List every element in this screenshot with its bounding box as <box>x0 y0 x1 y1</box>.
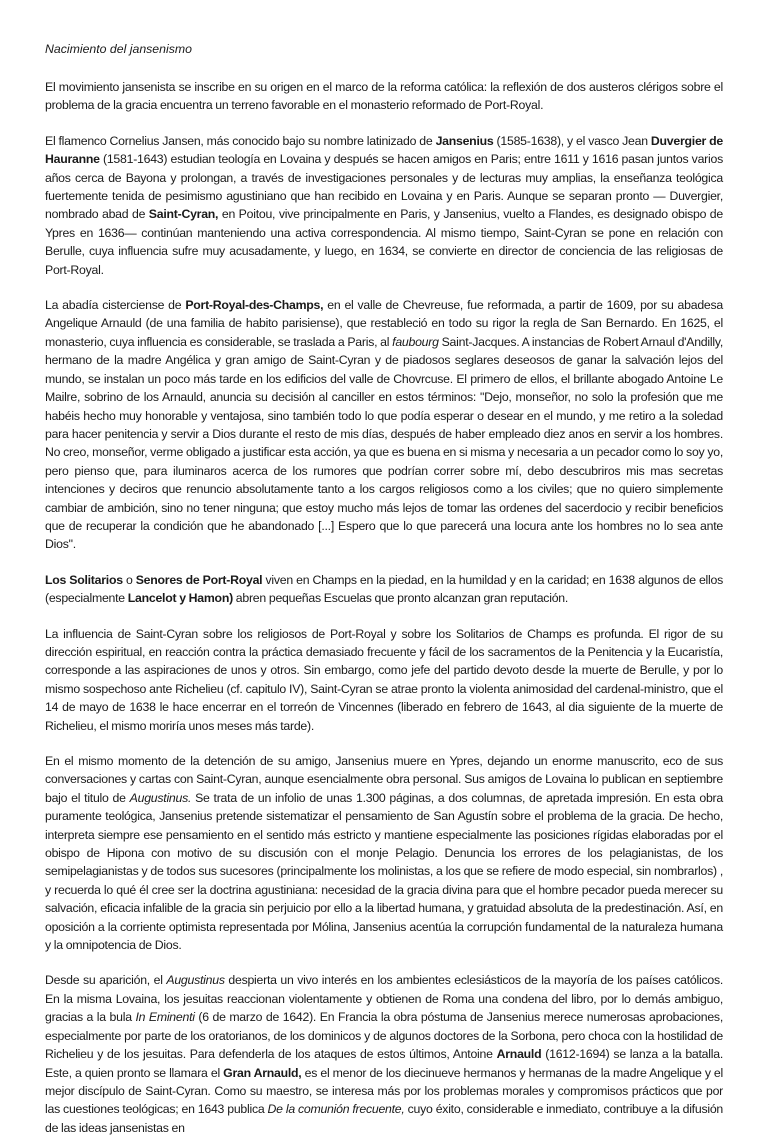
paragraph <box>45 625 723 735</box>
text-run: cuyo éxito, considerable e inmediato, contribuye a la difusión de las ideas jansenistas en <box>45 1102 723 1135</box>
text-run: En el mismo momento de la detención de su amigo, Jansenius muere en Ypres, dejando un enorme manuscrito, eco de sus conversaciones y cartas con Saint-Cyran, aunque esencialmente obra personal. Sus amigos de Lovaina lo publican en septiembre bajo el titulo de <box>45 754 723 805</box>
paragraph <box>45 571 723 608</box>
bold-text: Gran Arnauld, <box>223 1065 302 1080</box>
text-run: La abadía cisterciense de <box>45 298 186 313</box>
bold-text: Jansenius <box>435 133 494 148</box>
paragraph <box>45 132 723 279</box>
paragraph <box>45 78 723 115</box>
section-heading: Nacimiento del jansenismo <box>45 42 192 56</box>
text-run: Se trata de un infolio de unas 1.300 páginas, a dos columnas, de apretada impresión. En esta obra puramente teológica, Jansenius pretende sistematizar el pensamiento de San Agustín sobre el problema de la gracia. De hecho, interpreta siempre ese pensamiento en el sentido más estricto y mantiene especialmente las posiciones rígidas elaboradas por el obispo de Hipona con motivo de su discusión con el monje Pelagio. Denuncia los errores de los pelagianistas, de los semipelagianistas y de todos sus sucesores (principalmente los molinistas, a los que se refiere de modo especial, sin nombrarlos) , y recuerda lo qué él cree ser la doctrina agustiniana: necesidad de la gracia divina para que el hombre pecador pueda merecer su salvación, eficacia infalible de la gracia sin perjuicio por ello a la libertad humana, y gratuidad absoluta de la predestinación. Así, en oposición a la corriente optimista representada por Mólina, Jansenius acentúa la corrupción fundamental de la naturaleza humana y la omnipotencia de Dios. <box>45 790 723 953</box>
italic-text: In Eminenti <box>135 1010 195 1025</box>
text-run: (1612-1694) se lanza a la batalla. Este, a quien pronto se llamara el <box>45 1047 723 1080</box>
text-run: (1585-1638), y el vasco Jean <box>493 133 651 148</box>
text-run: La influencia de Saint-Cyran sobre los religiosos de Port-Royal y sobre los Solitarios de Champs es profunda. El rigor de su dirección espiritual, en reacción contra la práctica demasiado frecuente y fácil de los sacramentos de la Penitencia y la Eucaristía, corresponde a las aspiraciones de unos y otros. Sin embargo, como jefe del partido devoto desde la muerte de Berulle, y por lo mismo sospechoso ante Richelieu (cf. capitulo IV), Saint-Cyran se atrae pronto la violenta animosidad del cardenal-ministro, que el 14 de mayo de 1638 le hace encerrar en el torreón de Vincennes (liberado en febrero de 1643, al dia siguiente de la muerte de Richelieu, el mismo moriría unos meses más tarde). <box>45 626 723 733</box>
bold-text: Senores de Port-Royal <box>135 572 263 587</box>
bold-text: Los Solitarios <box>45 572 123 587</box>
text-run: El flamenco Cornelius Jansen, más conocido bajo su nombre latinizado de <box>45 133 436 148</box>
text-run: Saint-Jacques. A instancias de Robert Arnaul d'Andilly, hermano de la madre Angélica y gran amigo de Saint-Cyran y de piadosos seglares deseosos de ganar la salvación lejos del mundo, se instalan un poco más tarde en los edificios del valle de Chovrcuse. El primero de ellos, el brillante abogado Antoine Le Mailre, sobrino de los Arnauld, anuncia su decisión al canciller en estos términos: "Dejo, monseñor, no solo la profesión que me habéis hecho muy honorable y ventajosa, sino también todo lo que podía esperar o desear en el mundo, y me retiro a la soledad para hacer penitencia y servir a Dios durante el resto de mis días, después de haber empleado diez anos en servir a los hombres. No creo, monseñor, verme obligado a justificar esta acción, ya que es buena en si misma y necesaria a un pecador como lo soy yo, pero pienso que, para iluminaros acerca de los rumores que podrían correr sobre mí, debo descubriros mis mas secretas intenciones y deciros que renuncio absolutamente tanto a los cargos religiosos como a los civiles; que no quiero simplemente cambiar de ambición, sino no tener ninguna; que estoy mucho más lejos de tomar las ordenes del sacerdocio y recibir beneficios que de recuperar la condición que he abandonado [...] Espero que lo que parecerá una locura ante los hombres no lo sea ante Dios". <box>45 334 723 552</box>
italic-text: Augustinus. <box>129 790 192 805</box>
text-run: El movimiento jansenista se inscribe en su origen en el marco de la reforma católica: la reflexión de dos austeros clérigos sobre el problema de la gracia encuentra un terreno favorable en el monasterio reformado de Port-Royal. <box>45 80 723 113</box>
bold-text: Saint-Cyran, <box>148 207 219 222</box>
paragraph <box>45 971 723 1137</box>
document-body <box>45 78 723 1137</box>
paragraph <box>45 296 723 554</box>
bold-text: Duvergier de Hauranne <box>45 133 723 167</box>
bold-text: Port-Royal-des-Champs, <box>185 298 324 313</box>
text-run: Desde su aparición, el <box>45 973 167 988</box>
text-run: (6 de marzo de 1642). En Francia la obra póstuma de Jansenius merece numerosas aprobaciones, especialmente por parte de los oratorianos, de los dominicos y de algunos doctores de la Sorbona, pero choca con la hostilidad de Richelieu y de los jesuitas. Para defenderla de los ataques de estos últimos, Antoine <box>45 1010 723 1062</box>
text-run: despierta un vivo interés en los ambientes eclesiásticos de la mayoría de los países católicos. En la misma Lovaina, los jesuitas reaccionan violentamente y obtienen de Roma una condena del libro, por lo demás ambiguo, gracias a la bula <box>45 973 724 1025</box>
text-run: es el menor de los diecinueve hermanos y hermanas de la madre Angelique y el mejor discípulo de Saint-Cyran. Como su maestro, se interesa más por los problemas morales y compromisos prácticos que por las cuestiones teológicas; en 1643 publica <box>45 1065 724 1117</box>
italic-text: Augustinus <box>166 973 225 988</box>
text-run: en Poitou, vive principalmente en Paris, y Jansenius, vuelto a Flandes, es designado obispo de Ypres en 1636— continúan manteniendo una activa correspondencia. Al mismo tiempo, Saint-Cyran se pone en relación con Berulle, cuya influencia sufre muy acusadamente, y luego, en 1634, se convierte en director de conciencia de las religiosas de Port-Royal. <box>45 207 723 277</box>
paragraph <box>45 752 723 954</box>
bold-text: Arnauld <box>496 1047 542 1062</box>
italic-text: faubourg <box>392 334 439 349</box>
text-run: viven en Champs en la piedad, en la humildad y en la caridad; en 1638 algunos de ellos (especialmente <box>45 572 724 606</box>
text-run: (1581-1643) estudian teología en Lovaina y después se hacen amigos en Paris; entre 1611 y 1616 pasan juntos varios años cerca de Bayona y prolongan, a través de investigaciones personales y de lecturas muy amplias, la enseñanza teológica fuertemente tenida de pesimismo agustiniano que han recibido en Lovaina y en Paris. Aunque se separan pronto — Duvergier, nombrado abad de <box>45 152 723 222</box>
text-run: en el valle de Chevreuse, fue reformada, a partir de 1609, por su abadesa Angelique Arnauld (de una familia de habito parisiense), que restableció en todo su rigor la regla de San Bernardo. En 1625, el monasterio, cuya influencia es considerable, se traslada a Paris, al <box>45 298 723 349</box>
bold-text: Lancelot y Hamon) <box>127 591 233 606</box>
text-run: abren pequeñas Escuelas que pronto alcanzan gran reputación. <box>232 591 569 606</box>
italic-text: De la comunión frecuente, <box>267 1102 405 1117</box>
text-run: o <box>122 572 136 587</box>
